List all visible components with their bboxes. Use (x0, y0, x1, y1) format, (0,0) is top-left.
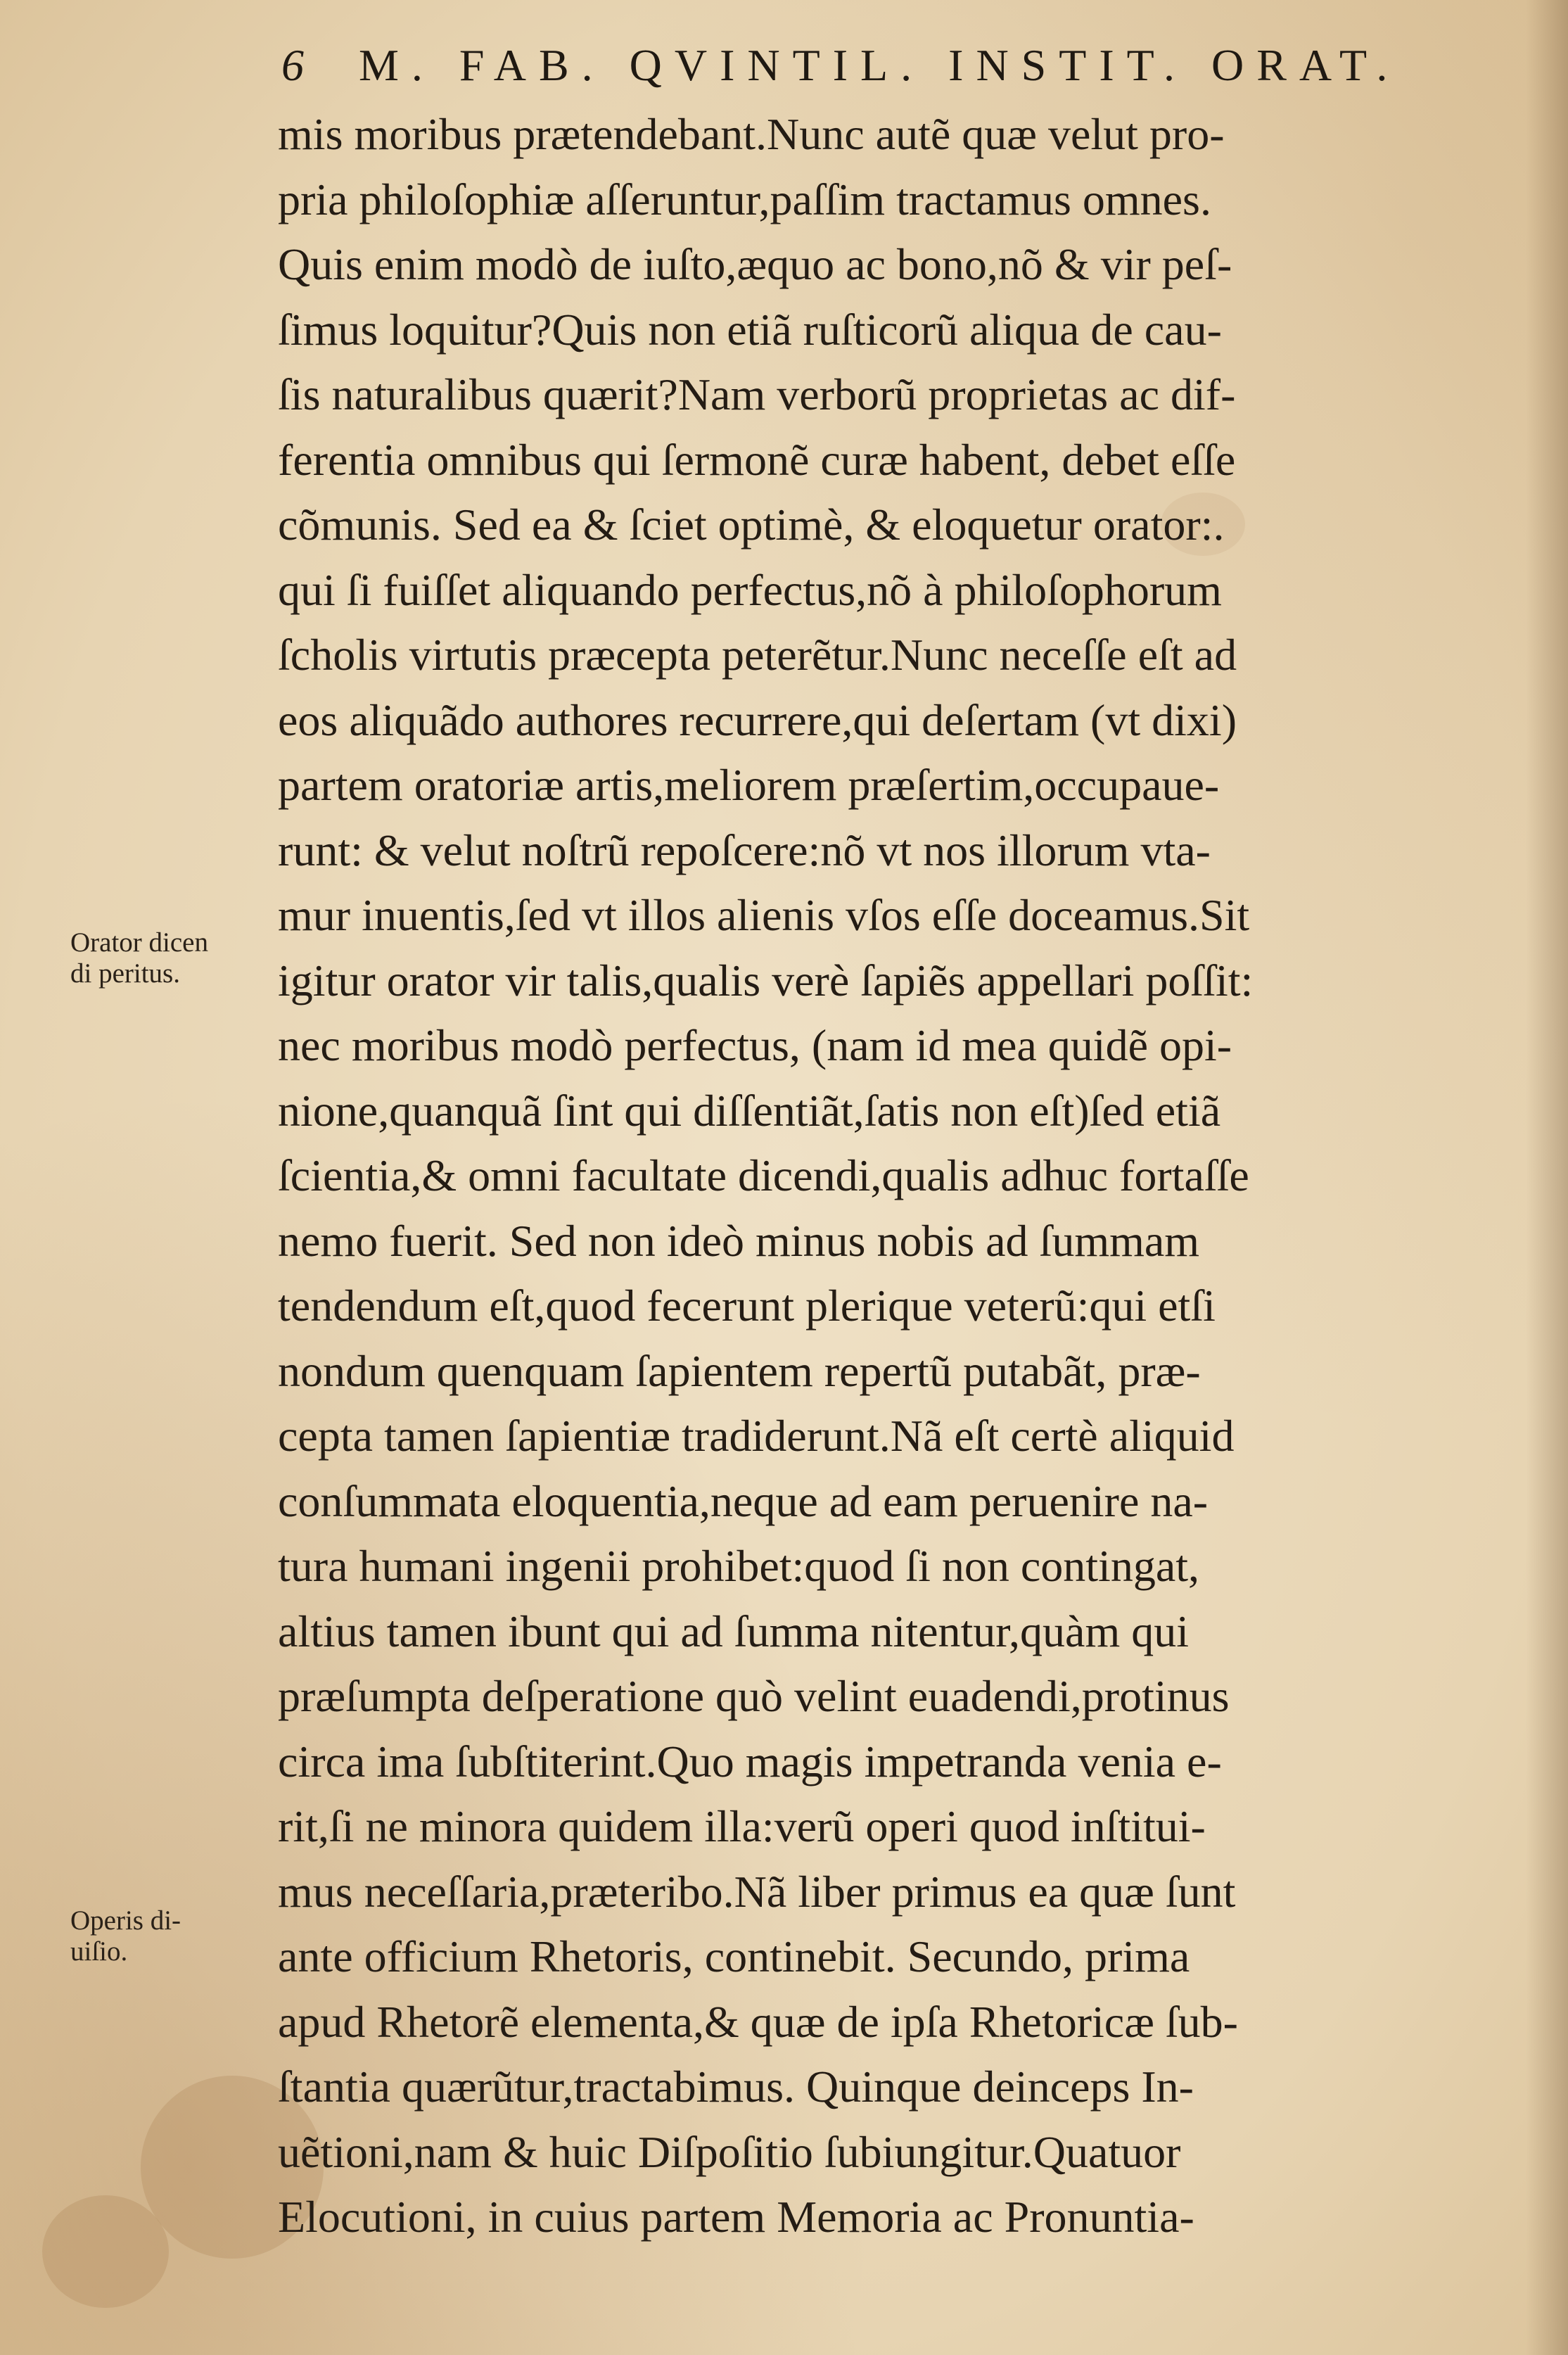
text-line: nec moribus modò perfectus, (nam id mea quidẽ opi- (278, 1020, 1232, 1070)
text-line: nione,quanquã ſint qui diſſentiãt,ſatis non eſt)ſed etiã (278, 1085, 1221, 1136)
text-line: ante officium Rhetoris, continebit. Secundo, prima (278, 1931, 1190, 1981)
text-line: altius tamen ibunt qui ad ſumma nitentur,quàm qui (278, 1606, 1189, 1656)
text-line: conſummata eloquentia,neque ad eam peruenire na- (278, 1475, 1209, 1526)
text-line: circa ima ſubſtiterint.Quo magis impetranda venia e- (278, 1736, 1222, 1786)
text-line: cõmunis. Sed ea & ſciet optimè, & eloquetur orator:. (278, 500, 1225, 550)
page-number: 6 (281, 40, 304, 90)
text-line: cepta tamen ſapientiæ tradiderunt.Nã eſt certè aliquid (278, 1411, 1235, 1461)
text-line: mur inuentis,ſed vt illos alienis vſos eſſe doceamus.Sit (278, 890, 1250, 940)
gutter-shadow (1526, 0, 1568, 2355)
margin-note-divisio (70, 1905, 232, 1967)
running-title: M. FAB. QVINTIL. INSTIT. ORAT. (359, 40, 1401, 90)
text-line: nondum quenquam ſapientem repertũ putabãt, præ- (278, 1345, 1201, 1396)
text-line: rit,ſi ne minora quidem illa:verũ operi quod inſtitui- (278, 1801, 1206, 1851)
text-line: ſcholis virtutis præcepta peterẽtur.Nunc neceſſe eſt ad (278, 630, 1237, 680)
margin-note-line: Operis di- (70, 1905, 181, 1936)
text-line: præſumpta deſperatione quò velint euadendi,protinus (278, 1671, 1230, 1721)
text-line: mus neceſſaria,præteribo.Nã liber primus ea quæ ſunt (278, 1866, 1236, 1917)
running-head (281, 27, 1463, 104)
text-line: ferentia omnibus qui ſermonẽ curæ habent, debet eſſe (278, 434, 1236, 485)
text-line: nemo fuerit. Sed non ideò minus nobis ad ſummam (278, 1215, 1200, 1266)
foxing-stain (42, 2195, 169, 2308)
text-line: partem oratoriæ artis,meliorem præſertim,occupaue- (278, 760, 1220, 810)
text-line: qui ſi fuiſſet aliquando perfectus,nõ à philoſophorum (278, 564, 1222, 615)
text-line: eos aliquãdo authores recurrere,qui deſertam (vt dixi) (278, 694, 1237, 745)
margin-note-line: di peritus. (70, 958, 180, 989)
text-line: apud Rhetorẽ elementa,& quæ de ipſa Rhetoricæ ſub- (278, 1996, 1238, 2047)
text-line: ſcientia,& omni facultate dicendi,qualis adhuc fortaſſe (278, 1150, 1249, 1200)
margin-note-orator (70, 927, 260, 989)
body-text (278, 102, 1488, 2250)
text-line: igitur orator vir talis,qualis verè ſapiẽs appellari poſſit: (278, 955, 1254, 1005)
text-line: tendendum eſt,quod fecerunt plerique veterũ:qui etſi (278, 1281, 1216, 1331)
text-line: mis moribus prætendebant.Nunc autẽ quæ velut pro- (278, 109, 1225, 159)
text-line: pria philoſophiæ aſſeruntur,paſſim tractamus omnes. (278, 174, 1211, 224)
margin-note-line: Orator dicen (70, 927, 208, 958)
margin-note-line: uiſio. (70, 1936, 128, 1967)
text-line: runt: & velut noſtrũ repoſcere:nõ vt nos illorum vta- (278, 825, 1211, 875)
text-line: ſimus loquitur?Quis non etiã ruſticorũ aliqua de cau- (278, 304, 1222, 355)
text-line: uẽtioni,nam & huic Diſpoſitio ſubiungitur.Quatuor (278, 2126, 1181, 2177)
text-line: ſtantia quærũtur,tractabimus. Quinque deinceps In- (278, 2062, 1194, 2112)
text-line: Elocutioni, in cuius partem Memoria ac Pronuntia- (278, 2192, 1194, 2242)
text-line: ſis naturalibus quærit?Nam verborũ proprietas ac dif- (278, 369, 1236, 419)
text-line: Quis enim modò de iuſto,æquo ac bono,nõ & vir peſ- (278, 239, 1232, 289)
text-line: tura humani ingenii prohibet:quod ſi non contingat, (278, 1541, 1199, 1591)
